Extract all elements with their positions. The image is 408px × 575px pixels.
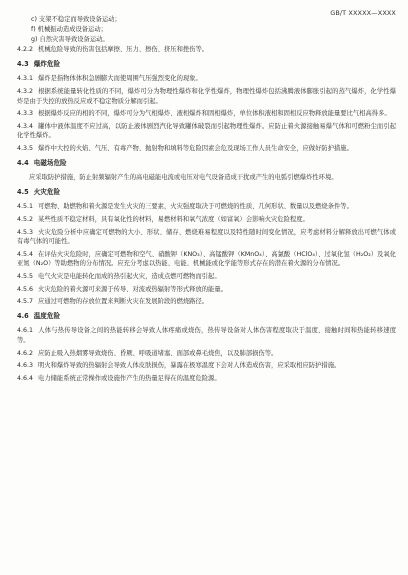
paragraph: [17, 45, 396, 55]
section-number: 4.6: [17, 311, 29, 320]
paragraph: [17, 228, 396, 247]
paragraph: [17, 109, 396, 119]
paragraph: [17, 349, 396, 359]
section-number: 4.3: [17, 59, 29, 68]
paragraph-text: 在评估火灾危险时，应确定可燃物和空气、硝酸钾（KNO₃）、高锰酸钾（KMnO₄）、高氯酸（HClO₄）、过氧化氢（H₂O₂）及氧化亚氮（N₂O）等助燃物的分布情况。应充分考虑以热能、电能、机械能或化学能等形式存在的潜在着火源的分布情况。: [17, 250, 396, 268]
paragraph: [17, 122, 396, 141]
paragraph-text: 根据系统能量转化性质的不同，爆炸可分为物理性爆炸和化学性爆炸，物理性爆炸包括沸腾液体膨胀引起的蒸气爆炸，化学性爆炸是由于失控的放热反应或不稳定物质分解而引起。: [17, 88, 396, 105]
paragraph: [17, 285, 396, 295]
section-heading: [17, 159, 396, 169]
clause-number: 4.6.3: [17, 362, 34, 370]
paragraph-text: 电力储能系统正常操作或设施作产生的热量足得在的温度危险源。: [38, 374, 221, 382]
section-heading: [17, 60, 396, 70]
clause-number: 4.3.2: [17, 88, 34, 96]
paragraph: [17, 202, 396, 212]
section-heading: [17, 312, 396, 322]
paragraph-text: 机械危险导致的伤害包括摩擦、压力、擦伤、挤压和挫伤等。: [38, 46, 209, 54]
section-number: 4.5: [17, 187, 29, 196]
clause-number: 4.6.2: [17, 349, 34, 357]
clause-number: 4.3.5: [17, 145, 34, 153]
list-item: [17, 15, 396, 25]
paragraph-text: 应采取防护措施，防止射频辐射产生的高电磁能电流或电压对电气设备造成干扰或产生的电弧引燃爆炸性环境。: [29, 174, 338, 182]
clause-number: 4.6.1: [17, 327, 34, 335]
clause-number: 4.3.1: [17, 75, 34, 83]
paragraph-text: 可燃物、助燃物和着火源是发生火灾的三要素，火灾强度取决于可燃烧的性质、几何形状、数量以及燃烧条件等。: [38, 203, 353, 211]
paragraph: [17, 374, 396, 384]
clause-number: 4.5.3: [17, 228, 34, 236]
paragraph: [17, 87, 396, 106]
paragraph: [17, 361, 396, 371]
paragraph: [17, 74, 396, 84]
list-item-text: c) 支架不稳定而导致设备运动；: [31, 16, 121, 23]
clause-number: 4.5.2: [17, 216, 34, 223]
paragraph-text: 火灾危险的着火源可来源于传导、对流或热辐射等形式释放的能量。: [38, 285, 227, 293]
paragraph-text: 爆炸是指物体体积急剧膨大而使周围气压强烈变化的现象。: [38, 75, 202, 83]
clause-number: 4.2.2: [17, 46, 34, 54]
document-body: [17, 15, 396, 386]
paragraph-text: 罐体中液体温度不应过高，以防止液体剧烈汽化导致罐体破裂而引起物理性爆炸。应防止着火源接触易爆气体和可燃粉尘而引起化学性爆炸。: [17, 122, 396, 140]
paragraph: [17, 144, 396, 154]
paragraph: [17, 272, 396, 282]
paragraph-text: 应通过可燃物的存放位置来判断火灾在发展阶段的燃烧路径。: [38, 298, 209, 306]
section-title: 温度危险: [33, 311, 61, 320]
paragraph-text: 根据爆炸反应的相的不同，爆炸可分为气相爆炸、液相爆炸和固相爆炸，单位体积液相和固相反应物释放能量要比气相高得多。: [38, 110, 391, 118]
list-item: [17, 25, 396, 35]
paragraph-text: 人体与热传导设备之间的热能转移会导致人体疼痛或烧伤，热传导设备对人体伤害程度取决于温度、接触时间和热能转移速度等。: [17, 327, 396, 344]
section-number: 4.4: [17, 158, 29, 167]
paragraph-text: 明火和爆炸导致的热辐射会导致人体皮肤损伤，暴露在极寒温度下会对人体造成伤害，应采取相应防护措施。: [38, 362, 341, 370]
clause-number: 4.5.1: [17, 203, 34, 211]
paragraph: [17, 326, 396, 345]
document-id-header: GB/T XXXXX—XXXX: [330, 9, 396, 17]
paragraph-text: 火灾危险分析中应确定可燃物的大小、形状、储存、燃烧难易程度以及特性随时间变化情况，应考虑材料分解释放出可燃气体或有毒气体的可能性。: [17, 228, 396, 246]
section-title: 火灾危险: [33, 187, 61, 196]
paragraph: [17, 173, 396, 183]
paragraph-text: 应防止吸入热烟雾导致烧伤、昏厥、呼吸道堵塞、面部或鼻毛烧焦，以及肺部损伤等。: [38, 349, 278, 357]
paragraph-text: 爆炸中大控的火焰、气压、有毒产物、抛射物和填料等危险因素会危及现场工作人员生命安全，应做好防护措施。: [38, 145, 353, 153]
clause-number: 4.3.4: [17, 122, 34, 130]
clause-number: 4.6.4: [17, 374, 34, 382]
clause-number: 4.5.7: [17, 298, 34, 306]
list-item-text: f) 机械振动造成设备运动；: [31, 26, 107, 34]
paragraph: [17, 250, 396, 269]
list-item-text: g) 自然灾害导致设备运动。: [31, 36, 109, 44]
paragraph: [17, 297, 396, 307]
list-item: [17, 35, 396, 45]
clause-number: 4.3.3: [17, 110, 34, 118]
paragraph-text: 某些性质不稳定材料，具有氧化性的材料，易燃材料和氧气浓度（如富氧）会影响火灾危险程度。: [38, 216, 309, 223]
section-title: 爆炸危险: [33, 59, 61, 68]
section-heading: [17, 188, 396, 198]
clause-number: 4.5.5: [17, 272, 34, 280]
clause-number: 4.5.6: [17, 285, 34, 293]
paragraph: [17, 215, 396, 225]
paragraph-text: 电气火灾是电能转化而成的热引起火灾，造成点燃可燃物而引起。: [38, 272, 221, 280]
clause-number: 4.5.4: [17, 250, 34, 258]
section-title: 电磁场危险: [33, 158, 67, 167]
